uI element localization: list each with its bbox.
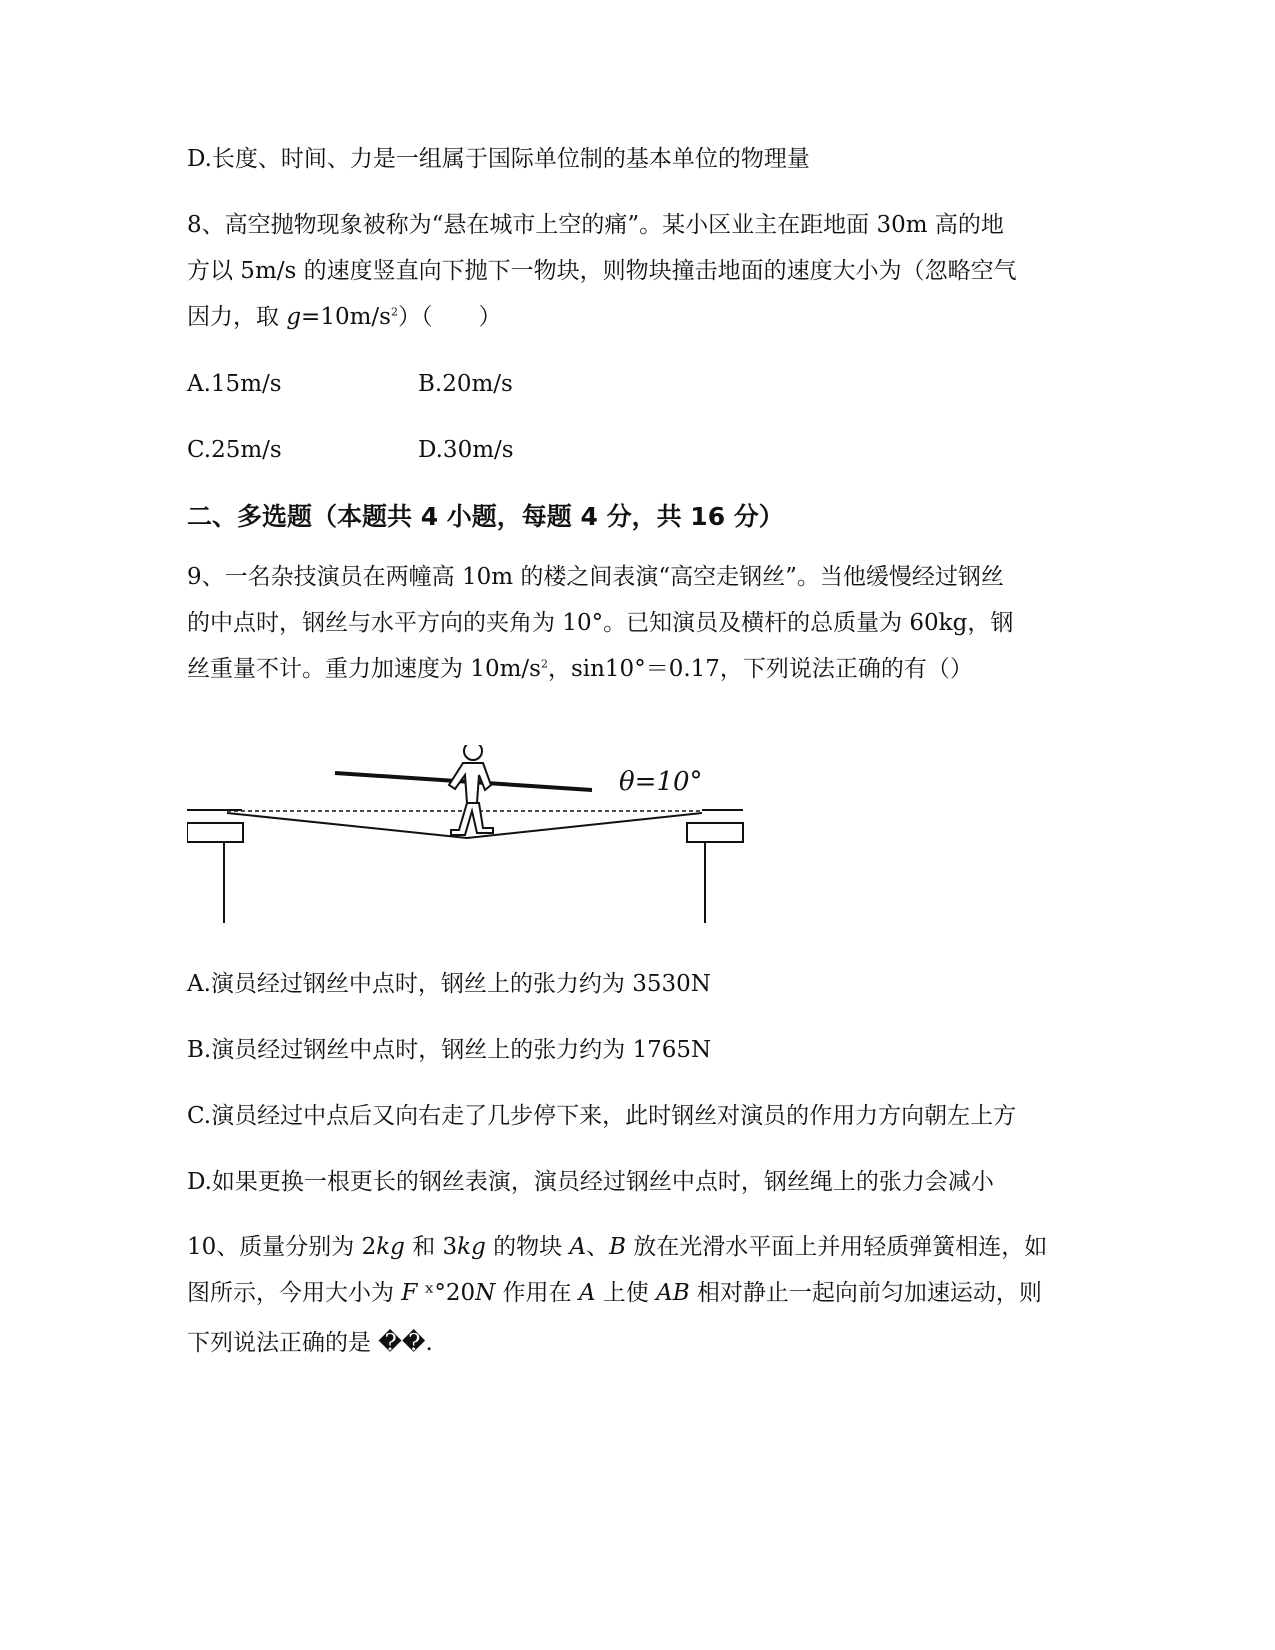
q7-option-d: D.长度、时间、力是一组属于国际单位制的基本单位的物理量 — [187, 146, 810, 172]
q9-option-b: B.演员经过钢丝中点时，钢丝上的张力约为 1765N — [187, 1037, 712, 1063]
q8-stem-line-2: 方以 5m/s 的速度竖直向下抛下一物块，则物块撞击地面的速度大小为（忽略空气 — [187, 258, 1017, 284]
q9-option-c: C.演员经过中点后又向右走了几步停下来，此时钢丝对演员的作用力方向朝左上方 — [187, 1103, 1017, 1129]
left-building — [187, 810, 243, 923]
right-building — [687, 810, 743, 923]
q9-stem-line-2: 的中点时，钢丝与水平方向的夹角为 10°。已知演员及横杆的总质量为 60kg，钢 — [187, 610, 1014, 636]
angle-label: θ=10° — [619, 767, 703, 797]
q10-stem-line-3: 下列说法正确的是 ��. — [187, 1330, 433, 1356]
section-heading-multiple-choice: 二、多选题（本题共 4 小题，每题 4 分，共 16 分） — [187, 502, 784, 531]
q8-option-a: A.15m/s — [187, 371, 282, 397]
q8-option-b: B.20m/s — [418, 371, 513, 397]
q8-stem-line-1: 8、高空抛物现象被称为“悬在城市上空的痛”。某小区业主在距地面 30m 高的地 — [187, 212, 1004, 238]
q10-stem-line-1: 10、质量分别为 2kg 和 3kg 的物块 A、B 放在光滑水平面上并用轻质弹簧相连，如 — [187, 1234, 1048, 1260]
q9-option-d: D.如果更换一根更长的钢丝表演，演员经过钢丝中点时，钢丝绳上的张力会减小 — [187, 1169, 994, 1195]
q8-stem-line-3: 因力，取 $g=10m/s^2$）（ ） — [187, 304, 502, 330]
q10-stem-line-2: 图所示，今用大小为 F ˣ°20N 作用在 A 上使 AB 相对静止一起向前匀加速运动，则 — [187, 1280, 1042, 1306]
q8-option-c: C.25m/s — [187, 437, 282, 463]
q9-option-a: A.演员经过钢丝中点时，钢丝上的张力约为 3530N — [187, 971, 711, 997]
q8-options-row-1 — [187, 370, 282, 398]
performer-figure — [449, 745, 493, 835]
tightrope-diagram — [187, 745, 757, 930]
q9-stem-line-3: 丝重量不计。重力加速度为 $10m/s^2$，sin10°＝0.17，下列说法正确的有（） — [187, 656, 973, 682]
q8-option-d: D.30m/s — [418, 437, 514, 463]
q9-stem-line-1: 9、一名杂技演员在两幢高 10m 的楼之间表演“高空走钢丝”。当他缓慢经过钢丝 — [187, 564, 1004, 590]
